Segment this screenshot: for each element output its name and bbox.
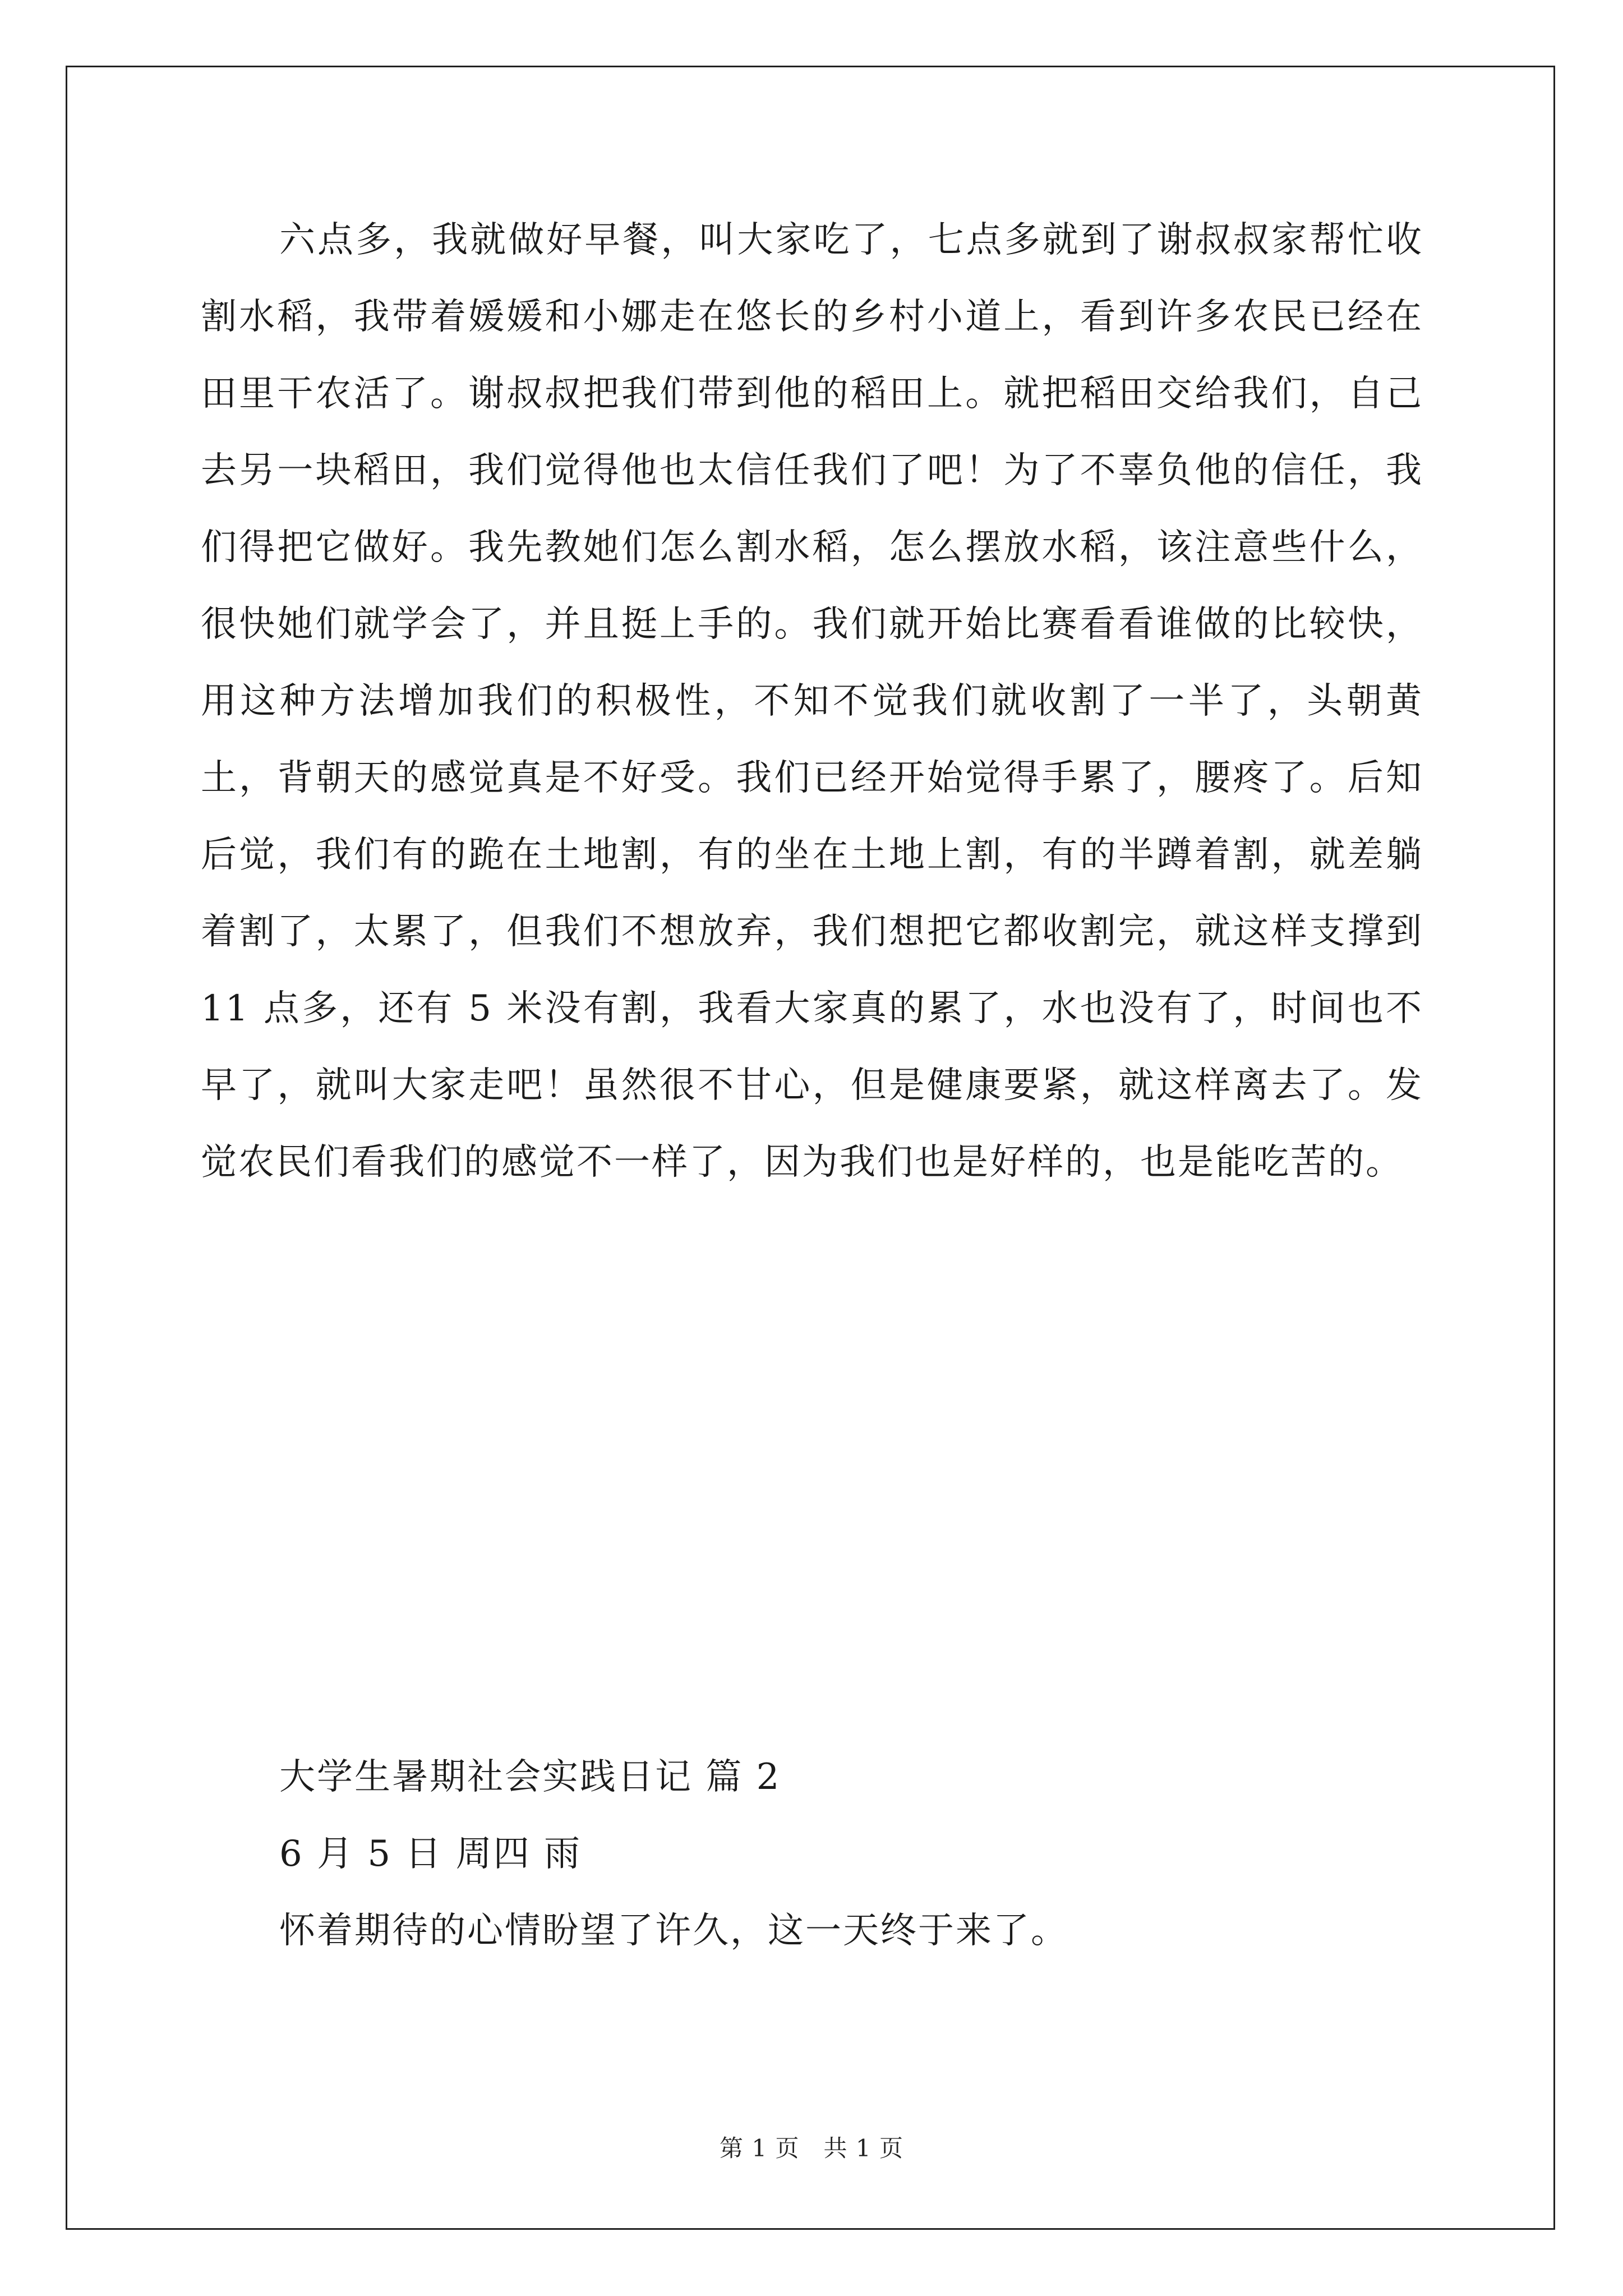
body-paragraph: 六点多，我就做好早餐，叫大家吃了，七点多就到了谢叔叔家帮忙收割水稻，我带着媛媛和小娜走在悠长的乡村小道上，看到许多农民已经在田里干农活了。谢叔叔把我们带到他的稻田上。就把稻田交给我们，自己去另一块稻田，我们觉得他也太信任我们了吧！为了不辜负他的信任，我们得把它做好。我先教她们怎么割水稻，怎么摆放水稻，该注意些什么，很快她们就学会了，并且挺上手的。我们就开始比赛看看谁做的比较快，用这种方法增加我们的积极性，不知不觉我们就收割了一半了，头朝黄土，背朝天的感觉真是不好受。我们已经开始觉得手累了，腰疼了。后知后觉，我们有的跪在土地割，有的坐在土地上割，有的半蹲着割，就差躺着割了，太累了，但我们不想放弃，我们想把它都收割完，就这样支撑到 11 点多，还有 5 米没有割，我看大家真的累了，水也没有了，时间也不早了，就叫大家走吧！虽然很不甘心，但是健康要紧，就这样离去了。发觉农民们看我们的感觉不一样了，因为我们也是好样的，也是能吃苦的。: [201, 219, 1423, 1183]
document-body: [201, 202, 1423, 1970]
page-number-footer: 第 1 页 共 1 页: [720, 2134, 903, 2162]
opening-line: 怀着期待的心情盼望了许久，这一天终于来了。: [279, 1910, 1068, 1952]
diary-date: 6 月 5 日 周四 雨: [279, 1833, 582, 1875]
section-title: 大学生暑期社会实践日记 篇 2: [279, 1756, 781, 1798]
